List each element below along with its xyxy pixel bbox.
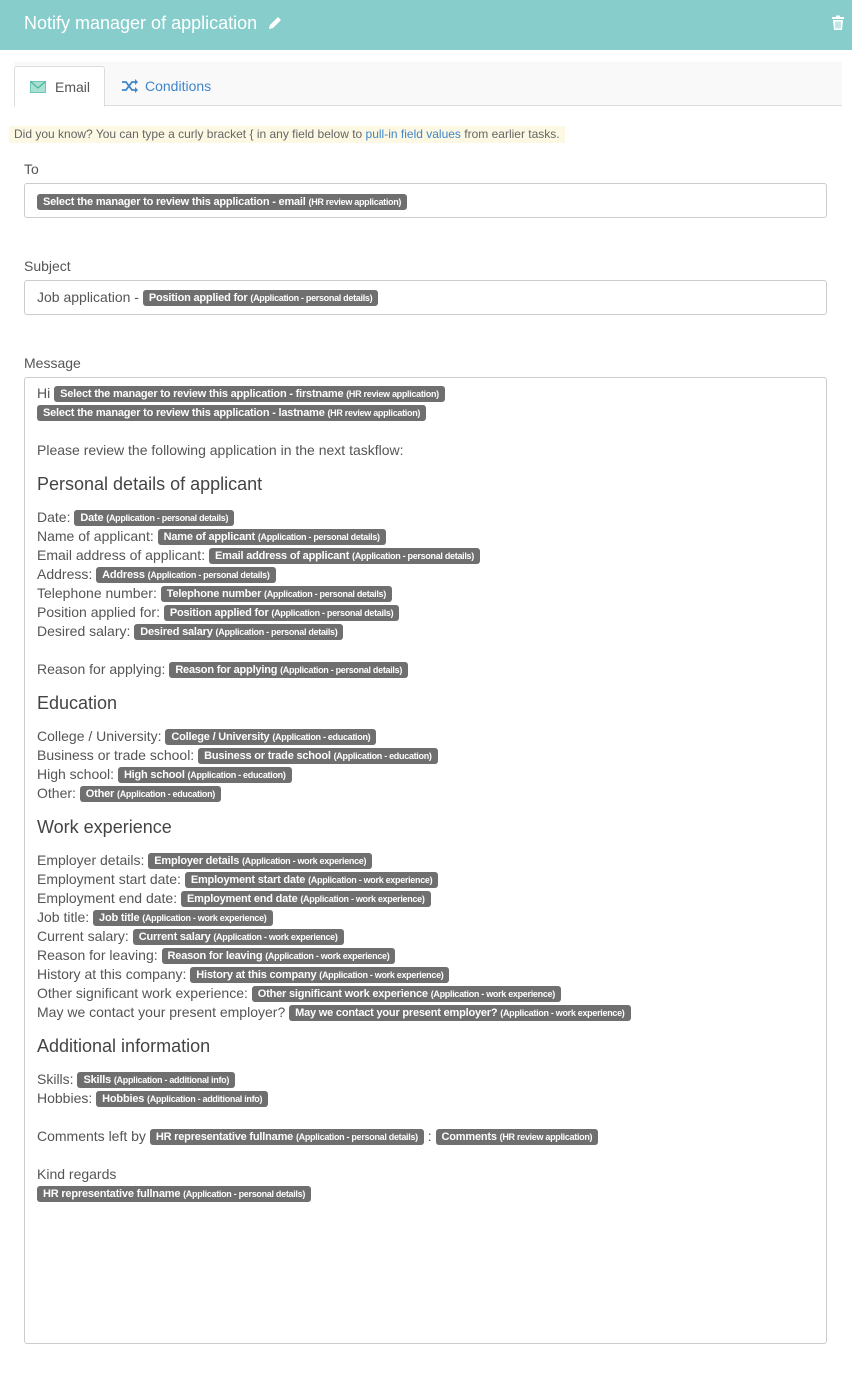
field-tag[interactable] — [80, 786, 221, 802]
row-label: Address: — [37, 566, 93, 582]
tag-field: Select the manager to review this application - lastname — [43, 407, 325, 419]
tag-source: (Application - work experience) — [213, 932, 338, 942]
row-label: Job title: — [37, 909, 90, 925]
tag-field: HR representative fullname — [155, 1131, 294, 1143]
row-label: Reason for leaving: — [37, 947, 158, 963]
row-label: Other: — [37, 785, 76, 801]
tag-field: HR representative fullname — [43, 1188, 181, 1200]
field-tag[interactable] — [54, 386, 445, 402]
row-label: Date: — [37, 509, 71, 525]
tag-field: Job title — [99, 912, 140, 924]
tag-source: (Application - personal details) — [295, 1132, 418, 1142]
trash-icon[interactable] — [831, 15, 845, 31]
pull-in-field-values-link[interactable]: pull-in field values — [365, 127, 461, 141]
field-tag[interactable] — [96, 1091, 268, 1107]
row-label: Employer details: — [37, 852, 145, 868]
tag-field: Employment start date — [190, 874, 306, 886]
row-label: College / University: — [37, 728, 162, 744]
field-tag[interactable] — [96, 567, 275, 583]
tag-source: (Application - education) — [333, 751, 432, 761]
tag-source: (Application - work experience) — [142, 913, 267, 923]
tag-source: (Application - personal details) — [147, 570, 270, 580]
hint-text: Did you know? You can type a curly bracket { in any field below to — [14, 127, 366, 141]
field-tag[interactable] — [185, 872, 438, 888]
row-label: May we contact your present employer? — [37, 1004, 286, 1020]
field-tag[interactable] — [158, 529, 386, 545]
tag-source: (Application - additional info) — [113, 1075, 230, 1085]
field-tag[interactable] — [436, 1129, 599, 1145]
tag-source: (Application - work experience) — [319, 970, 444, 980]
tag-source: (Application - work experience) — [308, 875, 433, 885]
row-label: Skills: — [37, 1071, 74, 1087]
tag-source: (Application - work experience) — [300, 894, 425, 904]
row-label: Position applied for: — [37, 604, 160, 620]
tag-source: (Application - work experience) — [241, 856, 367, 866]
tag-source: (Application - personal details) — [271, 608, 394, 618]
field-tag[interactable] — [198, 748, 438, 764]
field-tag[interactable] — [150, 1129, 424, 1145]
subject-prefix: Job application - — [37, 289, 143, 305]
hint-text-end: from earlier tasks. — [460, 127, 560, 141]
tag-source: (Application - personal details) — [106, 513, 229, 523]
row-label: Telephone number: — [37, 585, 157, 601]
tag-source: (Application - personal details) — [183, 1189, 306, 1199]
comments-label: Comments left by — [37, 1128, 146, 1144]
tag-source: (Application - work experience) — [430, 989, 555, 999]
tag-source: (Application - work experience) — [265, 951, 390, 961]
row-label: High school: — [37, 766, 115, 782]
tab-conditions[interactable] — [122, 66, 232, 107]
tag-field: Reason for applying — [175, 664, 278, 676]
subject-label: Subject — [24, 258, 71, 274]
tab-conditions-label: Conditions — [145, 78, 212, 94]
field-tag[interactable] — [190, 967, 449, 983]
tag-field: Skills — [83, 1074, 111, 1086]
tag-source: (Application - personal details) — [352, 551, 474, 561]
tag-source: (HR review application) — [499, 1132, 593, 1142]
tag-source: (Application - personal details) — [215, 627, 338, 637]
tag-field: Desired salary — [140, 626, 213, 638]
field-tag[interactable] — [143, 290, 378, 306]
row-label: Desired salary: — [37, 623, 131, 639]
tag-field: Hobbies — [102, 1093, 145, 1105]
row-label: Employment end date: — [37, 890, 178, 906]
field-tag[interactable] — [118, 767, 292, 783]
field-tag[interactable] — [77, 1072, 235, 1088]
task-header — [0, 0, 852, 50]
tag-field: Employer details — [154, 855, 240, 867]
subject-field[interactable] — [24, 280, 827, 315]
greeting-text: Hi — [37, 385, 51, 401]
field-tag[interactable] — [161, 586, 392, 602]
tag-field: Select the manager to review this application - email — [43, 196, 306, 208]
tag-field: College / University — [171, 731, 270, 743]
tag-field: Name of applicant — [163, 531, 255, 543]
section-heading: Work experience — [37, 817, 172, 837]
to-field[interactable] — [24, 183, 827, 218]
tag-field: Reason for leaving — [167, 950, 263, 962]
pencil-icon[interactable] — [267, 15, 283, 31]
tag-field: Telephone number — [166, 588, 262, 600]
field-tag[interactable] — [209, 548, 480, 564]
tag-source: (Application - personal details) — [250, 293, 373, 303]
field-tag[interactable] — [74, 510, 234, 526]
closing-text: Kind regards — [37, 1166, 117, 1182]
field-tag[interactable] — [37, 405, 426, 421]
tab-email-label: Email — [55, 79, 91, 95]
tab-bar — [14, 62, 842, 106]
tag-source: (Application - education) — [117, 789, 215, 799]
field-tag[interactable] — [181, 891, 431, 907]
field-tag[interactable] — [165, 729, 376, 745]
section-heading: Additional information — [37, 1036, 211, 1056]
tag-source: (Application - work experience) — [500, 1008, 625, 1018]
tag-field: Address — [102, 569, 145, 581]
intro-text: Please review the following application in the next taskflow: — [37, 442, 404, 458]
tag-field: Email address of applicant — [214, 550, 350, 562]
field-tag[interactable] — [169, 662, 408, 678]
to-label: To — [24, 161, 39, 177]
row-label: Hobbies: — [37, 1090, 93, 1106]
section-heading: Education — [37, 693, 118, 713]
tag-source: (HR review application) — [308, 197, 402, 207]
envelope-icon — [30, 81, 46, 93]
shuffle-icon — [122, 79, 138, 93]
comments-separator: : — [427, 1128, 432, 1144]
row-label: Email address of applicant: — [37, 547, 206, 563]
field-tag[interactable] — [148, 853, 372, 869]
field-tag[interactable] — [93, 910, 272, 926]
tab-email[interactable] — [14, 66, 105, 107]
field-tag[interactable] — [289, 1005, 630, 1021]
field-tag[interactable] — [134, 624, 343, 640]
field-tag[interactable] — [37, 1186, 311, 1202]
field-tag[interactable] — [252, 986, 561, 1002]
tag-field: Position applied for — [169, 607, 269, 619]
tag-field: High school — [123, 769, 185, 781]
field-tag[interactable] — [162, 948, 396, 964]
row-label: Name of applicant: — [37, 528, 154, 544]
tag-source: (Application - personal details) — [264, 589, 386, 599]
tag-field: History at this company — [196, 969, 317, 981]
tag-source: (Application - personal details) — [257, 532, 380, 542]
message-field[interactable] — [24, 377, 827, 1344]
message-body — [37, 384, 815, 1203]
tag-source: (Application - personal details) — [280, 665, 403, 675]
tag-field: Date — [80, 512, 104, 524]
tag-field: Other — [85, 788, 115, 800]
section-heading: Personal details of applicant — [37, 474, 263, 494]
tag-source: (HR review application) — [327, 408, 421, 418]
hint-banner — [9, 126, 565, 143]
tag-field: Business or trade school — [204, 750, 331, 762]
row-label: Current salary: — [37, 928, 129, 944]
field-tag[interactable] — [164, 605, 399, 621]
tag-source: (Application - education) — [187, 770, 286, 780]
row-label: Reason for applying: — [37, 661, 166, 677]
tag-field: Position applied for — [148, 292, 248, 304]
tag-field: May we contact your present employer? — [295, 1007, 498, 1019]
row-label: Employment start date: — [37, 871, 181, 887]
row-label: Business or trade school: — [37, 747, 195, 763]
tag-field: Employment end date — [186, 893, 298, 905]
tag-source: (Application - education) — [272, 732, 371, 742]
tag-field: Comments — [441, 1131, 497, 1143]
tag-field: Other significant work experience — [257, 988, 428, 1000]
row-label: Other significant work experience: — [37, 985, 248, 1001]
task-title[interactable]: Notify manager of application — [24, 13, 258, 33]
message-label: Message — [24, 355, 81, 371]
field-tag[interactable] — [133, 929, 344, 945]
row-label: History at this company: — [37, 966, 187, 982]
tag-field: Current salary — [138, 931, 211, 943]
field-tag[interactable] — [37, 194, 407, 210]
tag-source: (HR review application) — [346, 389, 439, 399]
tag-source: (Application - additional info) — [147, 1094, 263, 1104]
tag-field: Select the manager to review this application - firstname — [60, 388, 344, 400]
